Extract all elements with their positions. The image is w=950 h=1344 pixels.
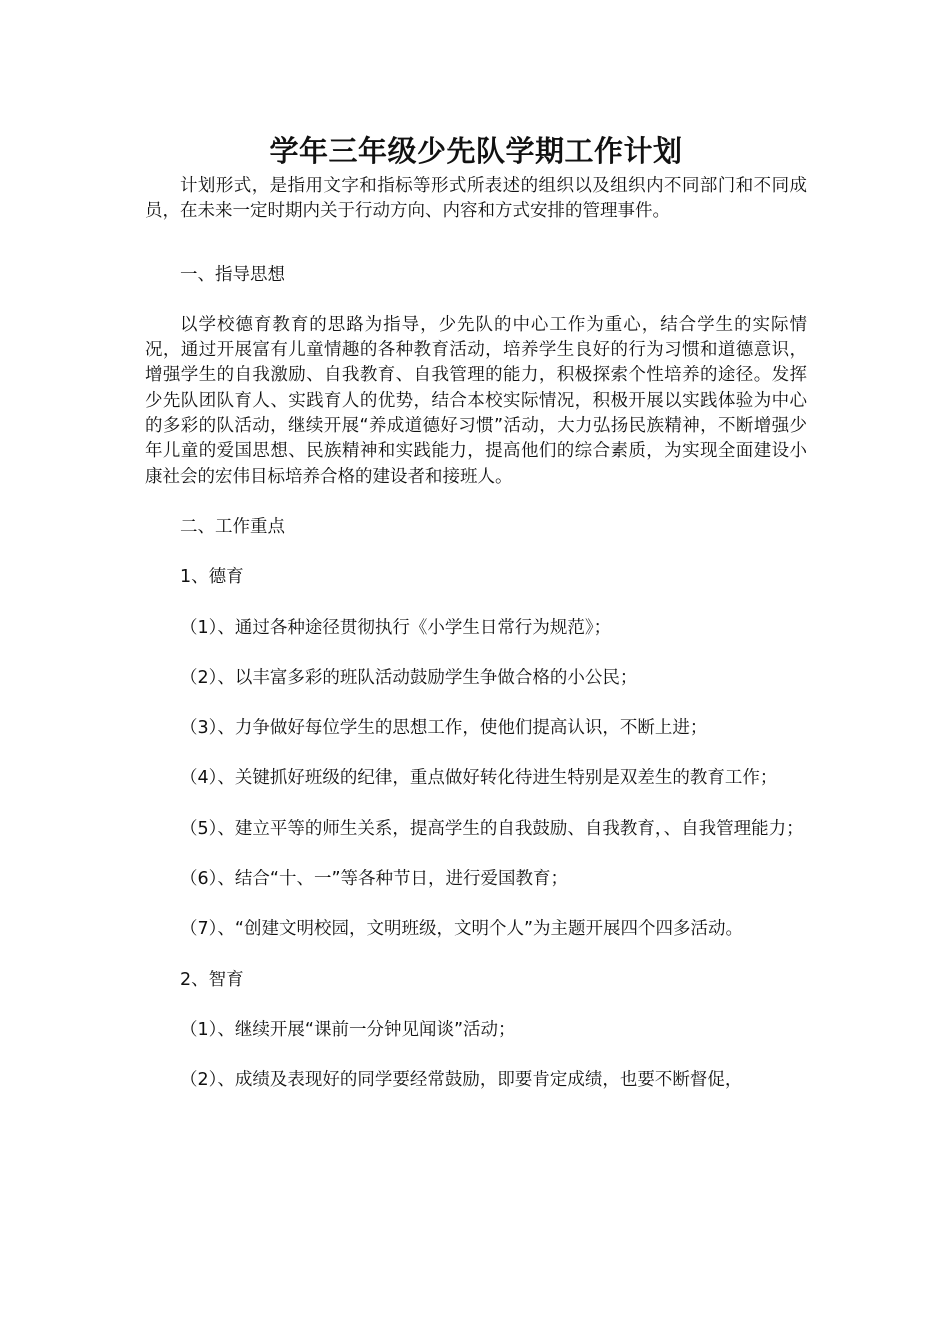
subheading-moral-education: 1、德育 bbox=[180, 567, 244, 588]
intellect-item: （2）、成绩及表现好的同学要经常鼓励，即要肯定成绩，也要不断督促， bbox=[180, 1070, 743, 1091]
document-page bbox=[145, 130, 807, 1094]
moral-item: （3）、力争做好每位学生的思想工作，使他们提高认识，不断上进； bbox=[180, 718, 708, 739]
section-heading-work-focus: 二、工作重点 bbox=[180, 516, 285, 537]
intellect-item: （1）、继续开展“课前一分钟见闻谈”活动； bbox=[180, 1019, 516, 1040]
moral-item: （1）、通过各种途径贯彻执行《小学生日常行为规范》； bbox=[180, 617, 612, 638]
subheading-intellectual-education: 2、智育 bbox=[180, 969, 244, 990]
document-title: 学年三年级少先队学期工作计划 bbox=[269, 134, 683, 168]
guiding-ideology-paragraph: 以学校德育教育的思路为指导，少先队的中心工作为重心，结合学生的实际情况，通过开展富有儿童情趣的各种教育活动，培养学生良好的行为习惯和道德意识，增强学生的自我激励、自我教育、自我管理的能力，积极探索个性培养的途径。发挥少先队团队育人、实践育人的优势，结合本校实际情况，积极开展以实践体验为中心的多彩的队活动，继续开展“养成道德好习惯”活动，大力弘扬民族精神，不断增强少年儿童的爱国思想、民族精神和实践能力，提高他们的综合素质，为实现全面建设小康社会的宏伟目标培养合格的建设者和接班人。 bbox=[145, 314, 807, 487]
moral-item: （7）、“创建文明校园，文明班级，文明个人”为主题开展四个四多活动。 bbox=[180, 919, 744, 940]
moral-item: （6）、结合“十、一”等各种节日，进行爱国教育； bbox=[180, 869, 569, 890]
moral-item: （4）、关键抓好班级的纪律，重点做好转化待进生特别是双差生的教育工作； bbox=[180, 768, 778, 789]
intro-paragraph: 计划形式，是指用文字和指标等形式所表述的组织以及组织内不同部门和不同成员，在未来一定时期内关于行动方向、内容和方式安排的管理事件。 bbox=[145, 176, 807, 222]
moral-item: （2）、以丰富多彩的班队活动鼓励学生争做合格的小公民； bbox=[180, 667, 638, 688]
moral-item: （5）、建立平等的师生关系，提高学生的自我鼓励、自我教育，、自我管理能力； bbox=[180, 818, 804, 839]
section-heading-guiding-ideology: 一、指导思想 bbox=[180, 264, 285, 285]
